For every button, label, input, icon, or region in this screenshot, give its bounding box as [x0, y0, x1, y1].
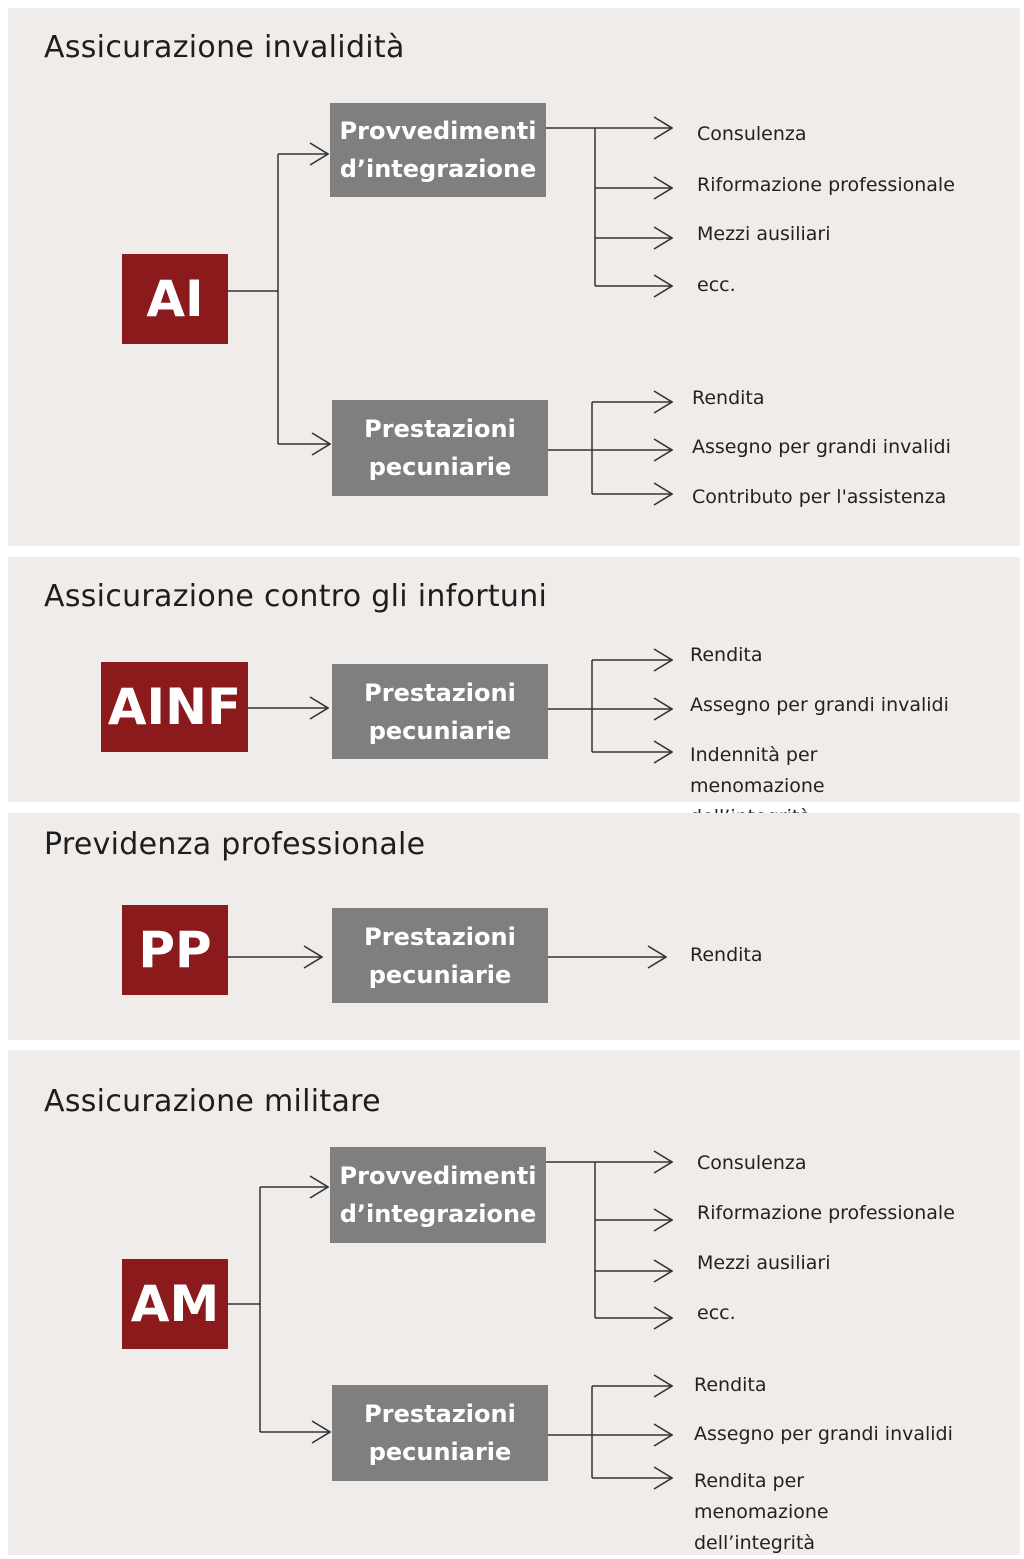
- category-label-line: d’integrazione: [339, 1200, 537, 1228]
- category-label-line: Prestazioni: [364, 922, 516, 951]
- leaf-item: Riformazione professionale: [697, 174, 955, 196]
- category-box-prestazioni: [332, 400, 548, 496]
- category-label-line: Prestazioni: [364, 415, 516, 443]
- category-label-line: pecuniarie: [368, 960, 512, 989]
- section-title: Assicurazione contro gli infortuni: [44, 579, 548, 614]
- leaf-item: Consulenza: [697, 1152, 807, 1174]
- category-box-provvedimenti: [330, 103, 546, 197]
- leaf-item: ecc.: [697, 274, 736, 296]
- code-box-pp: PP: [122, 905, 228, 995]
- category-label-line: d’integrazione: [339, 155, 537, 183]
- leaf-item: Rendita per menomazione dell’integrità: [694, 1470, 829, 1554]
- code-box-am: AM: [122, 1259, 228, 1349]
- category-box-prestazioni: [332, 908, 548, 1003]
- leaf-item: Indennità per menomazione: [690, 744, 825, 797]
- leaf-item: Contributo per l'assistenza: [692, 486, 947, 508]
- category-box-prestazioni: [332, 1385, 548, 1481]
- leaf-item: Assegno per grandi invalidi: [690, 694, 949, 716]
- category-label-line: Provvedimenti: [339, 117, 537, 145]
- leaf-item: ecc.: [697, 1302, 736, 1324]
- leaf-item: Rendita: [690, 944, 763, 966]
- code-box-ainf: AINF: [101, 662, 248, 752]
- category-label-line: pecuniarie: [368, 716, 512, 745]
- category-label-line: Provvedimenti: [339, 1162, 537, 1190]
- section-title: Assicurazione invalidità: [44, 30, 405, 65]
- code-box-ai: AI: [122, 254, 228, 344]
- leaf-item: Rendita: [694, 1374, 767, 1396]
- leaf-item: Rendita: [692, 387, 765, 409]
- leaf-item: Mezzi ausiliari: [697, 1252, 831, 1274]
- category-box-prestazioni: [332, 664, 548, 759]
- category-label-line: pecuniarie: [368, 453, 512, 481]
- leaf-item: Rendita: [690, 644, 763, 666]
- leaf-item: Consulenza: [697, 123, 807, 145]
- category-label-line: Prestazioni: [364, 678, 516, 707]
- leaf-item: Riformazione professionale: [697, 1202, 955, 1224]
- category-label-line: Prestazioni: [364, 1400, 516, 1428]
- leaf-item: Mezzi ausiliari: [697, 223, 831, 245]
- section-title: Previdenza professionale: [44, 827, 426, 862]
- leaf-item: Assegno per grandi invalidi: [692, 436, 951, 458]
- section-title: Assicurazione militare: [44, 1084, 381, 1119]
- leaf-item: Assegno per grandi invalidi: [694, 1423, 953, 1445]
- category-box-provvedimenti: [330, 1147, 546, 1243]
- category-label-line: pecuniarie: [368, 1438, 512, 1466]
